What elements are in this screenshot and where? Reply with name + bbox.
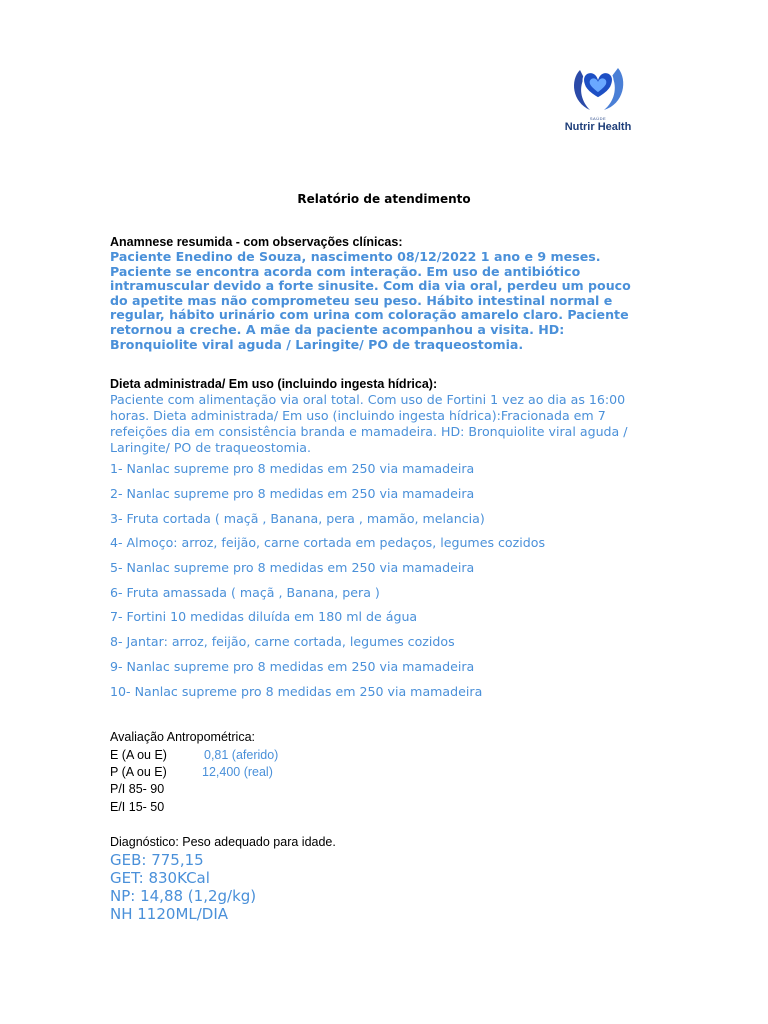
nutrir-health-logo: [560, 62, 640, 138]
anamnese-line: do apetite mas não comprometeu seu peso. Hábito intestinal normal e: [110, 292, 613, 308]
anamnese-section: [110, 234, 650, 352]
antropometrica-row: [110, 800, 164, 814]
list-item: 5- Nanlac supreme pro 8 medidas em 250 via mamadeira: [110, 560, 475, 575]
list-item: 2- Nanlac supreme pro 8 medidas em 250 via mamadeira: [110, 486, 475, 501]
dieta-line: Paciente com alimentação via oral total. Com uso de Fortini 1 vez ao dia as 16:00: [110, 392, 626, 407]
geb-value: GEB: 775,15: [110, 851, 204, 869]
row-label: P/I 85- 90: [110, 782, 165, 796]
row-value: 12,400 (real): [202, 765, 273, 779]
row-value: 0,81 (aferido): [204, 748, 279, 762]
np-value: NP: 14,88 (1,2g/kg): [110, 887, 257, 905]
heart-hands-icon: [568, 62, 628, 116]
logo-subtitle: SAÚDE: [589, 116, 607, 121]
list-item: 7- Fortini 10 medidas diluída em 180 ml de água: [110, 609, 418, 624]
anamnese-text: [110, 250, 650, 352]
list-item: 1- Nanlac supreme pro 8 medidas em 250 via mamadeira: [110, 461, 475, 476]
dieta-line: refeições dia em consistência branda e mamadeira. HD: Bronquiolite viral aguda /: [110, 424, 628, 439]
dieta-section: [110, 376, 650, 456]
antropometrica-heading: Avaliação Antropométrica:: [110, 730, 255, 744]
anamnese-line: Paciente Enedino de Souza, nascimento 08/12/2022 1 ano e 9 meses.: [110, 249, 601, 264]
anamnese-line: Bronquiolite viral aguda / Laringite/ PO de traqueostomia.: [110, 336, 524, 352]
dieta-line: Laringite/ PO de traqueostomia.: [110, 440, 312, 455]
antropometrica-row: [110, 748, 279, 762]
list-item: 3- Fruta cortada ( maçã , Banana, pera , mamão, melancia): [110, 511, 485, 526]
list-item: 8- Jantar: arroz, feijão, carne cortada, legumes cozidos: [110, 634, 455, 649]
dieta-text: [110, 392, 650, 456]
anamnese-line: Paciente se encontra acorda com interação. Em uso de antibiótico: [110, 263, 581, 279]
dieta-heading: Dieta administrada/ Em uso (incluindo ingesta hídrica):: [110, 377, 438, 391]
anamnese-line: intramuscular devido a forte sinusite. Com dia via oral, perdeu um pouco: [110, 278, 631, 294]
row-label: E/I 15- 50: [110, 800, 165, 814]
row-label: P (A ou E): [110, 765, 167, 779]
diagnostico-label: Diagnóstico: Peso adequado para idade.: [110, 835, 336, 849]
get-value: GET: 830KCal: [110, 869, 210, 887]
anamnese-line: regular, hábito urinário com urina com coloração amarelo claro. Paciente: [110, 307, 629, 323]
row-label: E (A ou E): [110, 748, 167, 762]
list-item: 4- Almoço: arroz, feijão, carne cortada em pedaços, legumes cozidos: [110, 535, 546, 550]
antropometrica-row: [110, 782, 164, 796]
page-title: Relatório de atendimento: [297, 192, 471, 206]
anamnese-heading: Anamnese resumida - com observações clínicas:: [110, 235, 403, 249]
logo-name: Nutrir Health: [564, 121, 632, 133]
list-item: 6- Fruta amassada ( maçã , Banana, pera ): [110, 585, 380, 600]
list-item: 10- Nanlac supreme pro 8 medidas em 250 via mamadeira: [110, 684, 483, 699]
nh-value: NH 1120ML/DIA: [110, 905, 229, 923]
list-item: 9- Nanlac supreme pro 8 medidas em 250 via mamadeira: [110, 659, 475, 674]
antropometrica-row: [110, 765, 273, 779]
anamnese-line: retornou a creche. A mãe da paciente acompanhou a visita. HD:: [110, 321, 565, 337]
dieta-line: horas. Dieta administrada/ Em uso (incluindo ingesta hídrica):Fracionada em 7: [110, 408, 606, 423]
